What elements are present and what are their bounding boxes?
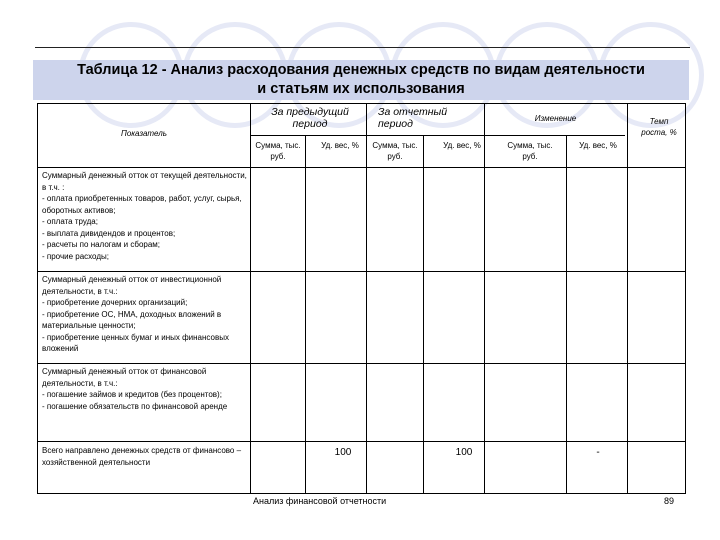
total-share-curr: 100 <box>455 447 473 458</box>
column-divider <box>484 104 485 493</box>
analysis-table <box>37 103 686 494</box>
footer-caption: Анализ финансовой отчетности <box>253 496 387 506</box>
prev-period-header: За предыдущий период <box>271 106 349 130</box>
row-divider <box>38 363 685 364</box>
column-divider <box>305 135 306 493</box>
title-line-2: и статьям их использования <box>257 81 465 97</box>
share-curr-header: Уд. вес, % <box>443 141 481 150</box>
column-divider <box>627 104 628 493</box>
row-investment-activity: Суммарный денежный отток от инвестиционной деятельности, в т.ч.: - приобретение дочерних организаций; - приобретение ОС, НМА, доходных вложений в материальные ценности; - приобретение ценных бумаг и иных финансовых вложений <box>42 275 229 353</box>
row-divider <box>38 271 685 272</box>
top-divider <box>35 47 690 48</box>
column-divider <box>366 104 367 493</box>
column-divider <box>423 135 424 493</box>
total-share-change: - <box>596 447 600 458</box>
indicator-header: Показатель <box>121 129 167 138</box>
page-number: 89 <box>664 496 675 506</box>
sum-prev-header: Сумма, тыс. руб. <box>255 141 301 161</box>
page-title <box>33 61 689 99</box>
row-divider <box>38 167 685 168</box>
row-total: Всего направлено денежных средств от финансово – хозяйственной деятельности <box>42 446 242 467</box>
growth-rate-header: Темп роста, % <box>641 117 677 137</box>
row-financial-activity: Суммарный денежный отток от финансовой деятельности, в т.ч.: - погашение займов и кредитов (без процентов); - погашение обязательств по финансовой аренде <box>42 367 228 411</box>
column-divider <box>250 104 251 493</box>
header-divider <box>250 135 625 136</box>
row-divider <box>38 441 685 442</box>
column-divider <box>566 135 567 493</box>
share-change-header: Уд. вес, % <box>579 141 617 150</box>
title-line-1: Таблица 12 - Анализ расходования денежных средств по видам деятельности <box>77 62 645 78</box>
row-current-activity: Суммарный денежный отток от текущей деятельности, в т.ч. : - оплата приобретенных товаров, работ, услуг, сырья, оборотных активов; - оплата труда; - выплата дивидендов и процентов; - расчеты по налогам и сборам; - прочие расходы; <box>42 171 247 261</box>
share-prev-header: Уд. вес, % <box>321 141 359 150</box>
change-header: Изменение <box>534 114 577 123</box>
sum-curr-header: Сумма, тыс. руб. <box>372 141 418 161</box>
sum-change-header: Сумма, тыс. руб. <box>507 141 553 161</box>
total-share-prev: 100 <box>334 447 352 458</box>
curr-period-header: За отчетный период <box>378 106 448 130</box>
